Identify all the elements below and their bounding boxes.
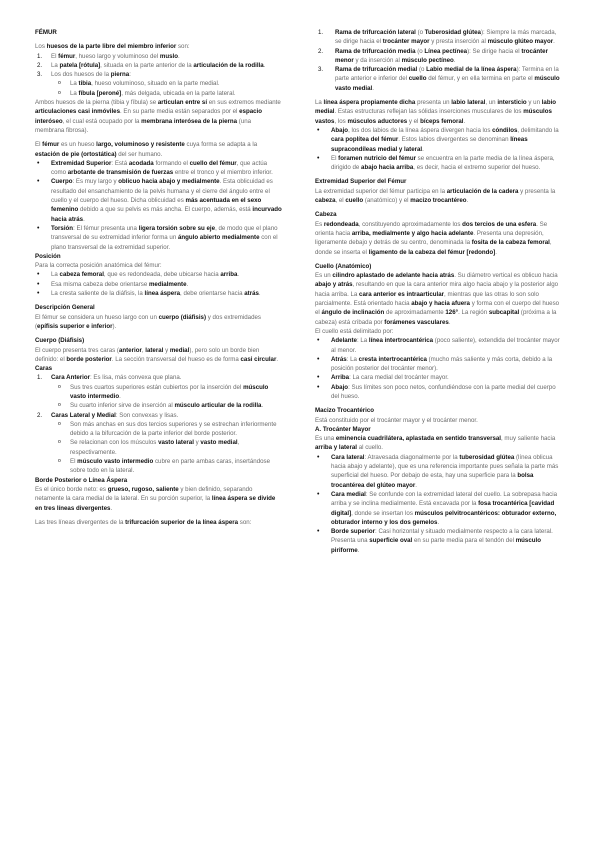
list-item: o El músculo vasto intermedio cubre en parte ambas caras, insertándose sobre todo en la lateral. [58, 458, 271, 475]
labio-list [315, 126, 563, 172]
paragraph: Las tres líneas divergentes de la trifurcación superior de la línea áspera son: [35, 518, 252, 526]
femur-features-list [35, 159, 282, 252]
section-heading: Posición [35, 252, 61, 260]
list-item: • Cara medial: Se confunde con la extremidad lateral del cuello. La sobrepasa hacia arriba y se inclina medialmente. Está excavada por la fosa trocantérica [cavidad digital], donde se insertan los músculos pelvitrocantéricos: obturador externo, obturador interno y los dos gemelos. [317, 490, 557, 526]
list-item: o Su cuarto inferior sirve de inserción al músculo articular de la rodilla. [58, 402, 264, 410]
list-item: • Atrás: La cresta intertrocantérica (mucho más saliente y más corta, debido a la posición posterior del trocánter menor). [317, 355, 553, 373]
paragraph: Está constituido por el trocánter mayor y el trocánter menor. [315, 416, 478, 424]
bullet-icon: • [317, 126, 320, 134]
paragraph: La extremidad superior del fémur participa en la articulación de la cadera y presenta la cabeza, el cuello (anatómico) y el macizo trocantéreo. [315, 187, 556, 205]
leg-bones-sublist [35, 79, 282, 98]
bullet-icon: • [37, 280, 40, 288]
list-item: 2. Caras Lateral y Medial: Son convexas y lisas. [37, 411, 179, 419]
bullet-icon: • [317, 374, 320, 382]
list-item: 1. El fémur, hueso largo y voluminoso del muslo. [37, 52, 180, 60]
anterior-sublist [35, 383, 282, 411]
cuello-limits-list [315, 336, 563, 401]
list-item: • Extremidad Superior: Está acodada formando el cuello del fémur, que actúa como arbotante de transmisión de fuerzas entre el tronco y el miembro inferior. [37, 159, 273, 177]
lateral-medial-sublist [35, 420, 282, 476]
list-item: o Son más anchas en sus dos tercios superiores y se estrechan inferiormente debido a la bifurcación de la parte inferior del borde posterior. [58, 420, 277, 438]
caras-list-2 [35, 411, 282, 420]
paragraph: El cuerpo presenta tres caras (anterior, lateral y medial), pero solo un borde bien definido: el borde posterior. La sección transversal del hueso es de forma casi circular. [35, 346, 279, 363]
bullet-icon: • [37, 178, 40, 186]
paragraph: Es redondeada, constituyendo aproximadamente los dos tercios de una esfera. Se orienta hacia arriba, medialmente y algo hacia adelante. Presenta una depresión, ligeramente debajo y detrás de su centro, denominada la fosita de la cabeza femoral, donde se inserta el ligamento de la cabeza del fémur [redondo]. [315, 220, 552, 256]
list-item: 1. Rama de trifurcación lateral (o Tuberosidad glútea): Siempre la más marcada, se dirige hacia el trocánter mayor y presta inserción al músculo glúteo mayor. [318, 29, 557, 46]
list-item: • Torsión: El fémur presenta una ligera torsión sobre su eje, de modo que el plano transversal de su extremidad inferior forma un ángulo abierto medialmente con el plano transversal de la extremidad superior. [37, 224, 278, 251]
trochanter-list [315, 453, 563, 555]
list-item: • Arriba: La cara medial del trocánter mayor. [317, 374, 449, 382]
bullet-icon: • [37, 224, 40, 232]
position-list [35, 270, 282, 298]
bullet-icon: • [317, 453, 320, 461]
list-item: • La cabeza femoral, que es redondeada, debe ubicarse hacia arriba. [37, 271, 240, 279]
trifurcation-list [315, 28, 563, 93]
list-item: 3. Rama de trifurcación medial (o Labio medial de la línea áspera): Termina en la parte anterior e inferior del cuello del fémur, y en ella termina en parte el músculo vasto medial. [318, 66, 560, 92]
bullet-icon: • [317, 528, 320, 536]
bullet-icon: • [317, 490, 320, 498]
page-title: FÉMUR [35, 29, 57, 36]
paragraph: La línea áspera propiamente dicha presenta un labio lateral, un intersticio y un labio medial. Estas estructuras reflejan las sólidas inserciones musculares de los músculos vastos, los músculos aductores y el bíceps femoral. [315, 99, 557, 125]
list-item: • Esa misma cabeza debe orientarse medialmente. [37, 280, 189, 288]
section-heading: Cuello (Anatómico) [315, 262, 372, 270]
bullet-icon: • [37, 290, 40, 298]
section-heading: Caras [35, 365, 53, 373]
list-item: o Sus tres cuartos superiores están cubiertos por la inserción del músculo vasto intermedio. [58, 383, 269, 400]
list-item: 2. Rama de trifurcación media (o Línea pectínea): Se dirige hacia el trocánter menor y da inserción al músculo pectíneo. [318, 47, 548, 64]
list-item: o La tibia, hueso voluminoso, situado en la parte medial. [58, 80, 220, 88]
subsection-heading: A. Trocánter Mayor [315, 425, 371, 433]
bones-list [35, 52, 282, 80]
list-item: o Se relacionan con los músculos vasto lateral y vasto medial, respectivamente. [58, 439, 240, 456]
list-item: • Cara lateral: Atravesada diagonalmente por la tuberosidad glútea (línea oblicua hacia abajo y adelante), que es una referencia importante pues señala la parte más superficial del hueso. Por debajo de esta, hay una superficie para la bolsa trocantérea del glúteo mayor. [317, 453, 559, 489]
paragraph: Para la correcta posición anatómica del fémur: [35, 262, 162, 270]
list-item: • El foramen nutricio del fémur se encuentra en la parte media de la línea áspera, dirigido de abajo hacia arriba, es decir, hacia el extremo superior del hueso. [317, 154, 555, 172]
list-item: • Abajo, los dos labios de la línea áspera divergen hacia los cóndilos, delimitando la cara poplítea del fémur. Estos labios divergentes se denominan líneas supracondíleas medial y lateral. [317, 126, 559, 153]
list-item: • Cuerpo: Es muy largo y oblicuo hacia abajo y medialmente. Esta oblicuidad es resultado del ensanchamiento de la pelvis humana y el cierre del ángulo entre el cuello y el cuerpo del hueso. Dicha oblicuidad es más acentuada en el sexo femenino debido a que su pelvis es más ancha. El cuerpo, además, está incurvado hacia atrás. [37, 178, 282, 223]
right-column [315, 28, 563, 555]
list-item: 3. Los dos huesos de la pierna: [37, 71, 131, 79]
list-item: • La cresta saliente de la diáfisis, la línea áspera, debe orientarse hacia atrás. [37, 290, 261, 298]
bullet-icon: • [317, 154, 320, 162]
paragraph: Es el único borde neto: es grueso, rugoso, saliente y bien definido, separando netamente la cara medial de la lateral. En su porción superior, la línea áspera se divide en tres líneas divergentes. [35, 485, 276, 512]
list-item: 2. La patela [rótula], situada en la parte anterior de la articulación de la rodilla. [37, 61, 266, 69]
left-column [35, 28, 282, 527]
paragraph: Es una eminencia cuadrilátera, aplastada en sentido transversal, muy saliente hacia arriba y lateral al cuello. [315, 435, 556, 452]
list-item: 1. Cara Anterior: Es lisa, más convexa que plana. [37, 374, 182, 382]
paragraph: Es un cilindro aplastado de adelante hacia atrás. Su diámetro vertical es oblicuo hacia abajo y atrás, resultando en que la cara anterior mira algo hacia abajo y la posterior algo hacia arriba. La cara anterior es intraarticular, mientras que las otras lo son solo parcialmente. Está orientado hacia abajo y hacia afuera y forma con el cuerpo del hueso el ángulo de inclinación de aproximadamente 126°. La región subcapital (próxima a la cabeza) está cribada por forámenes vasculares. [315, 272, 560, 326]
caras-list [35, 373, 282, 382]
bullet-icon: • [317, 337, 320, 345]
paragraph: El cuello está delimitado por: [315, 327, 394, 335]
section-heading: Descripción General [35, 304, 95, 312]
section-heading: Cabeza [315, 211, 337, 219]
bullet-icon: • [317, 383, 320, 391]
section-heading: Extremidad Superior del Fémur [315, 178, 407, 186]
section-heading: Macizo Trocantérico [315, 407, 375, 415]
intro-paragraph: Los huesos de la parte libre del miembro inferior son: [35, 43, 190, 51]
section-heading: Cuerpo (Diáfisis) [35, 337, 85, 345]
list-item: • Abajo: Sus límites son poco netos, confundiéndose con la parte medial del cuerpo del hueso. [317, 383, 556, 400]
bullet-icon: • [37, 271, 40, 279]
paragraph: El fémur se considera un hueso largo con un cuerpo (diáfisis) y dos extremidades (epífisis superior e inferior). [35, 313, 261, 330]
paragraph: Ambos huesos de la pierna (tibia y fíbula) se articulan entre sí en sus extremos mediante articulaciones casi inmóviles. En su parte media están separados por el espacio interóseo, el cual está ocupado por la membrana interósea de la pierna (una membrana fibrosa). [35, 99, 281, 134]
list-item: • Adelante: La línea intertrocantérica (poco saliente), extendida del trocánter mayor al menor. [317, 337, 560, 354]
list-item: • Borde superior: Casi horizontal y situado medialmente respecto a la cara lateral. Presenta una superficie oval en su parte media para el tendón del músculo piriforme. [317, 528, 553, 554]
paragraph: El fémur es un hueso largo, voluminoso y resistente cuya forma se adapta a la estación de pie (ortostática) del ser humano. [35, 141, 258, 158]
bullet-icon: • [317, 355, 320, 363]
section-heading: Borde Posterior o Línea Áspera [35, 476, 128, 484]
list-item: o La fíbula [peroné], más delgada, ubicada en la parte lateral. [58, 89, 236, 97]
bullet-icon: • [37, 159, 40, 167]
